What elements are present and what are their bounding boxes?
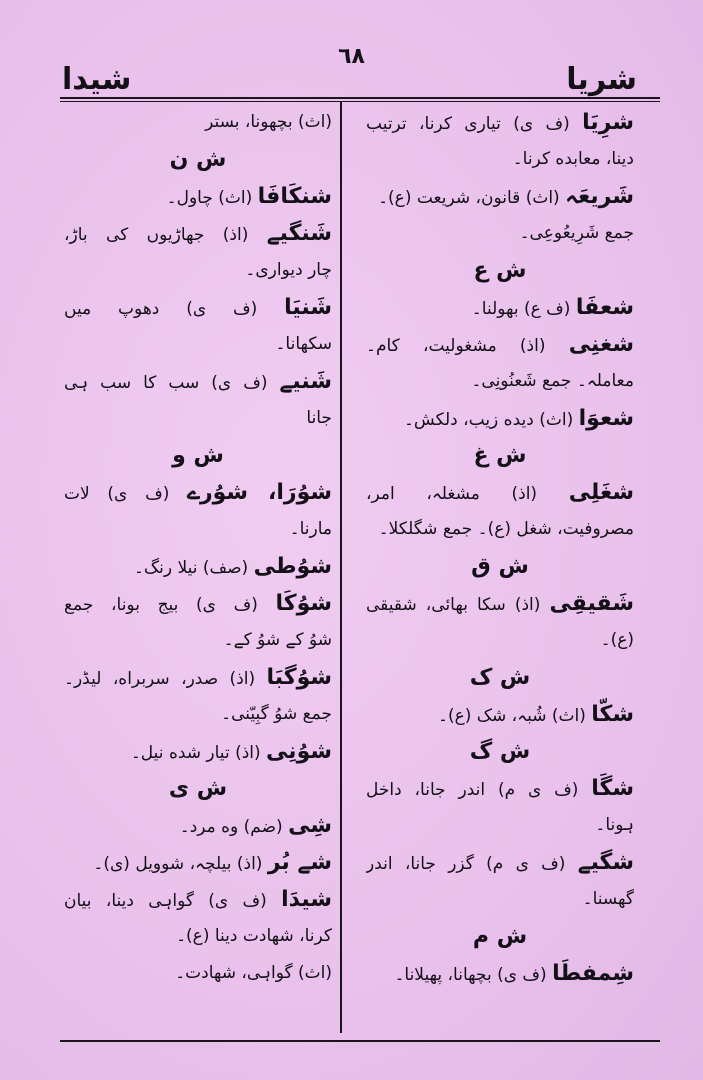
definition-text: (ف ی م) اندر جانا، داخل <box>366 780 592 800</box>
definition-text: (اث) گواہی، شهادت۔ <box>175 963 332 983</box>
headword: شرِیَا <box>582 110 634 135</box>
headword: شَریعَہ <box>565 184 634 209</box>
headword: شِی <box>288 813 332 838</box>
right-column <box>366 104 634 992</box>
entry-line <box>366 363 634 400</box>
left-column <box>64 104 332 992</box>
headword: شنکَافَا <box>257 184 332 209</box>
column-divider <box>340 101 342 1033</box>
definition-text: (اذ) بیلچہ، شوویل (ی)۔ <box>93 854 268 874</box>
footer-rule <box>60 1040 660 1042</box>
entry-line <box>64 585 332 622</box>
headword: شغَلِی <box>568 480 634 505</box>
headword: شعوَا <box>578 406 634 431</box>
definition-text: معاملہ۔ جمع شَعنُونِی۔ <box>471 371 634 391</box>
definition-text: سکھانا۔ <box>275 334 332 354</box>
entry-line <box>366 289 634 326</box>
definition-text: (اث) شُبہ، شک (ع)۔ <box>438 706 592 726</box>
entry-line <box>366 770 634 807</box>
entry-line <box>366 955 634 992</box>
section-heading: ش ن <box>169 147 227 172</box>
definition-text: (اث) بچھونا، بستر <box>205 112 332 132</box>
headword: شیدَا <box>281 887 332 912</box>
entry-line <box>366 104 634 141</box>
entry-line <box>366 844 634 881</box>
section-heading: ش و <box>172 443 224 468</box>
headword: شے بُر <box>267 850 332 875</box>
entry-line <box>366 141 634 178</box>
entry-line <box>64 363 332 400</box>
entry-line <box>366 696 634 733</box>
entry-line <box>64 918 332 955</box>
section-heading: ش م <box>472 924 528 949</box>
entry-line <box>366 881 634 918</box>
definition-text: (ف ی) گواہی دینا، بیان <box>64 891 282 911</box>
entry-line <box>64 215 332 252</box>
definition-text: (اث) قانون، شریعت (ع)۔ <box>378 188 566 208</box>
definition-text: کرنا، شهادت دینا (ع)۔ <box>176 926 332 946</box>
entry-line <box>64 511 332 548</box>
headword: شَنیے <box>279 369 332 394</box>
definition-text: شوُ کے شوُ کے۔ <box>223 630 332 650</box>
definition-text: (صف) نیلا رنگ۔ <box>133 558 254 578</box>
definition-text: چار دیواری۔ <box>245 260 332 280</box>
definition-text: ہونا۔ <box>595 815 634 835</box>
entry-line <box>64 807 332 844</box>
definition-text: (ع)۔ <box>600 630 634 650</box>
definition-text: (اث) دیده زیب، دلکش۔ <box>403 410 579 430</box>
entry-line <box>366 178 634 215</box>
definition-text: جمع شَرِیعُوعِی۔ <box>519 223 634 243</box>
headword: شوُطی <box>253 554 332 579</box>
entry-line <box>64 474 332 511</box>
section-heading: ش گ <box>469 739 531 764</box>
definition-text: (اذ) تیار شده نیل۔ <box>130 743 267 763</box>
definition-text: (اث) چاول۔ <box>166 188 258 208</box>
entry-line <box>64 733 332 770</box>
definition-text: (ف ی) بیج بونا، جمع <box>64 595 276 615</box>
headword: شگَا <box>591 776 634 801</box>
entry-line <box>64 548 332 585</box>
definition-text: جانا <box>306 408 332 428</box>
definition-text: (ف ع) بھولنا۔ <box>471 299 576 319</box>
entry-line <box>64 178 332 215</box>
header-rule <box>60 97 660 99</box>
entry-line <box>64 659 332 696</box>
header-last-entry: شیدا <box>62 62 132 97</box>
definition-text: (اذ) صدر، سربراه، لیڈر۔ <box>64 669 267 689</box>
section-heading: ش غ <box>473 443 527 468</box>
headword: شَقیقِی <box>549 591 634 616</box>
entry-line <box>64 622 332 659</box>
entry-line <box>64 252 332 289</box>
headword: شِمفطَا <box>552 961 634 986</box>
definition-text: (اذ) سکا بھائی، شقیقی <box>366 595 550 615</box>
definition-text: (ف ی) دھوپ میں <box>64 299 285 319</box>
entry-line <box>64 844 332 881</box>
section-heading: ش ع <box>473 258 527 283</box>
headword: شگیے <box>577 850 634 875</box>
headword: شوُرَا، شوُرے <box>187 480 332 505</box>
entry-line <box>64 881 332 918</box>
definition-text: مارنا۔ <box>289 519 332 539</box>
definition-text: گھسنا۔ <box>582 889 634 909</box>
header-rule-thin <box>60 101 660 102</box>
entry-line <box>366 622 634 659</box>
section-heading: ش ق <box>471 554 529 579</box>
definition-text: (ضم) وه مرد۔ <box>179 817 289 837</box>
page-number: ٦٨ <box>338 44 365 69</box>
section-heading: ش ی <box>168 776 228 801</box>
entry-line <box>64 696 332 733</box>
headword: شکّا <box>591 702 634 727</box>
definition-text: (ف ی م) گزر جانا، اندر <box>366 854 578 874</box>
entry-line <box>366 585 634 622</box>
entry-line <box>366 400 634 437</box>
headword: شعفَا <box>575 295 634 320</box>
definition-text: مصروفیت، شغل (ع)۔ جمع شگلکلا۔ <box>378 519 634 539</box>
definition-text: (ف ی) بچھانا، پھیلانا۔ <box>394 965 553 985</box>
definition-text: (اذ) مشغولیت، کام۔ <box>366 336 569 356</box>
entry-line <box>366 807 634 844</box>
headword: شَنیَا <box>284 295 332 320</box>
headword: شَنگیے <box>266 221 332 246</box>
definition-text: (اذ) مشغلہ، امر، <box>366 484 569 504</box>
headword: شوُگبَا <box>266 665 332 690</box>
definition-text: (ف ی) لات <box>64 484 188 504</box>
entry-line <box>366 215 634 252</box>
entry-line <box>64 400 332 437</box>
definition-text: (ف ی) سب کا سب ہی <box>64 373 280 393</box>
headword: شغنِی <box>568 332 634 357</box>
definition-text: دینا، معابده کرنا۔ <box>512 149 634 169</box>
definition-text: (اذ) جھاڑیوں کی باڑ، <box>64 225 267 245</box>
entry-line <box>64 104 332 141</box>
entry-line <box>64 289 332 326</box>
entry-line <box>366 326 634 363</box>
definition-text: (ف ی) تیاری کرنا، ترتیب <box>366 114 583 134</box>
entry-line <box>366 474 634 511</box>
entry-line <box>64 326 332 363</box>
headword: شوُنِی <box>266 739 332 764</box>
headword: شوُکَا <box>275 591 332 616</box>
definition-text: جمع شوُ گبِیّنی۔ <box>221 704 332 724</box>
entry-line <box>366 511 634 548</box>
header-first-entry: شریا <box>566 62 637 97</box>
section-heading: ش ک <box>469 665 531 690</box>
entry-line <box>64 955 332 992</box>
